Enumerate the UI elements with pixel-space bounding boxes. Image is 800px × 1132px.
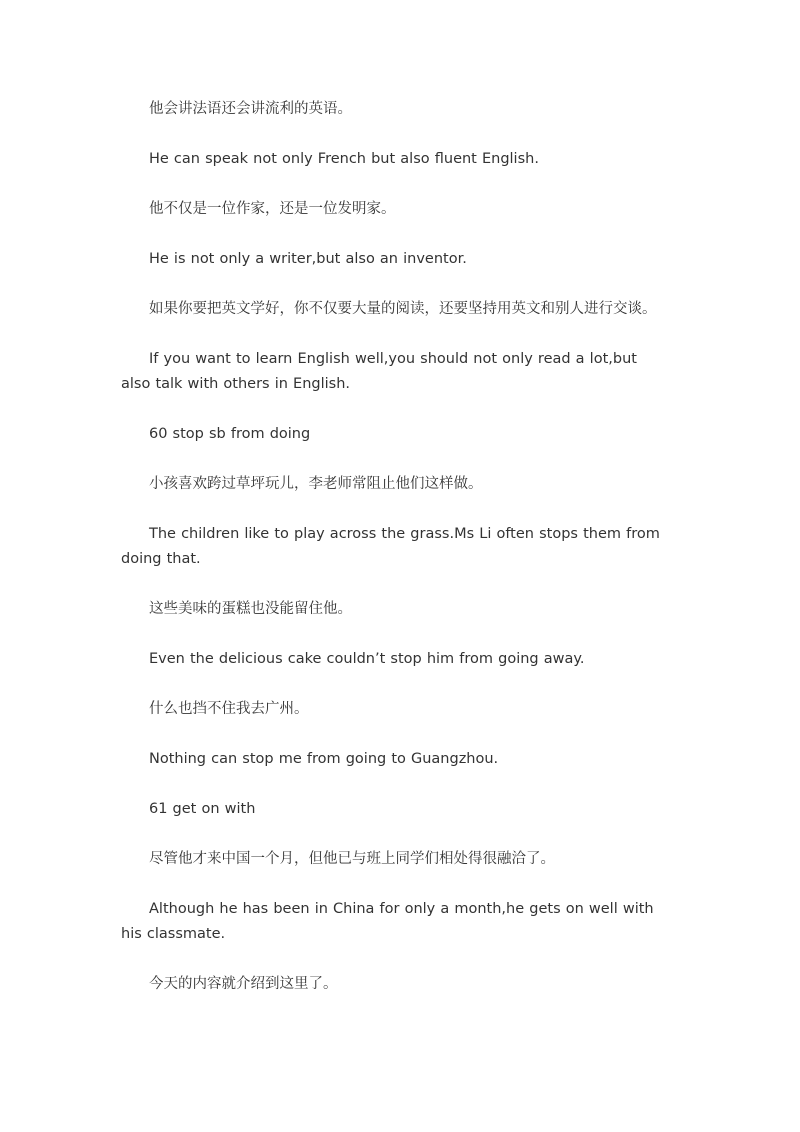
paragraph-english: If you want to learn English well,you should not only read a lot,but also talk with others in English. [121,351,637,392]
paragraph-english: Even the delicious cake couldn’t stop him from going away. [149,651,585,667]
section-heading: 61 get on with [149,801,256,817]
document-page [121,97,666,1022]
paragraph-chinese: 如果你要把英文学好，你不仅要大量的阅读，还要坚持用英文和别人进行交谈。 [149,301,657,317]
paragraph-chinese: 尽管他才来中国一个月，但他已与班上同学们相处得很融洽了。 [149,851,555,867]
paragraph-chinese: 这些美味的蛋糕也没能留住他。 [149,601,352,617]
paragraph-chinese: 什么也挡不住我去广州。 [149,701,309,717]
paragraph-english: Although he has been in China for only a month,he gets on well with his classmate. [121,901,654,942]
paragraph-chinese: 今天的内容就介绍到这里了。 [149,976,338,992]
section-heading: 60 stop sb from doing [149,426,311,442]
paragraph-english: Nothing can stop me from going to Guangzhou. [149,751,499,767]
paragraph-chinese: 小孩喜欢跨过草坪玩儿，李老师常阻止他们这样做。 [149,476,483,492]
paragraph-chinese: 他不仅是一位作家，还是一位发明家。 [149,201,396,217]
paragraph-english: He is not only a writer,but also an inventor. [149,251,467,267]
paragraph-chinese: 他会讲法语还会讲流利的英语。 [149,101,352,117]
paragraph-english: He can speak not only French but also fluent English. [149,151,539,167]
paragraph-english: The children like to play across the grass.Ms Li often stops them from doing that. [121,526,660,567]
